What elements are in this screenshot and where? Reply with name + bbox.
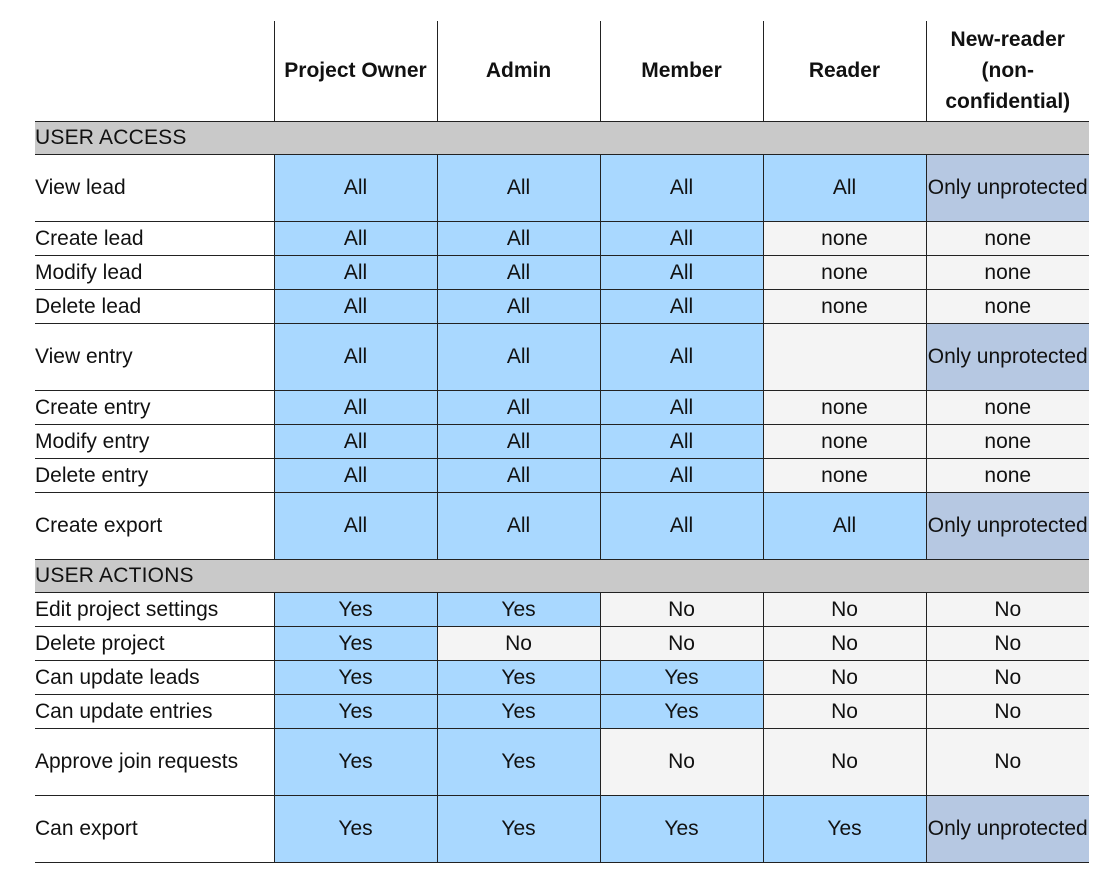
permission-cell: All — [600, 424, 763, 458]
permission-cell: All — [274, 424, 437, 458]
permission-cell: No — [926, 592, 1089, 626]
permission-cell: All — [437, 390, 600, 424]
header-row — [35, 21, 1089, 121]
permission-cell: Yes — [600, 694, 763, 728]
permission-cell: Only unprotected — [926, 154, 1089, 221]
permission-cell: Yes — [274, 626, 437, 660]
permission-cell: none — [926, 289, 1089, 323]
permission-cell: All — [600, 390, 763, 424]
permission-cell: All — [437, 492, 600, 559]
permission-cell: All — [600, 154, 763, 221]
table-body — [35, 121, 1089, 862]
permission-cell: No — [437, 626, 600, 660]
permission-cell: Yes — [274, 694, 437, 728]
permission-cell: none — [926, 255, 1089, 289]
permission-cell: Yes — [274, 795, 437, 862]
section-header-row — [35, 559, 1089, 592]
permission-cell: All — [274, 221, 437, 255]
table-row — [35, 289, 1089, 323]
table-row — [35, 492, 1089, 559]
permission-cell: No — [600, 626, 763, 660]
permission-cell: All — [763, 154, 926, 221]
row-label: Create export — [35, 492, 274, 559]
permission-cell: All — [600, 255, 763, 289]
row-label: Edit project settings — [35, 592, 274, 626]
permission-cell: Yes — [437, 795, 600, 862]
permission-cell: Yes — [600, 660, 763, 694]
row-label: Modify lead — [35, 255, 274, 289]
section-header-row — [35, 121, 1089, 154]
row-label: Create lead — [35, 221, 274, 255]
permission-cell: No — [763, 728, 926, 795]
permissions-table — [35, 21, 1089, 863]
permission-cell: All — [437, 458, 600, 492]
permission-cell: All — [600, 221, 763, 255]
permission-cell: All — [437, 154, 600, 221]
permission-cell: All — [437, 424, 600, 458]
table-row — [35, 660, 1089, 694]
permission-cell: none — [763, 424, 926, 458]
permission-cell: Yes — [437, 694, 600, 728]
row-label: View entry — [35, 323, 274, 390]
permission-cell: No — [600, 592, 763, 626]
permission-cell: No — [600, 728, 763, 795]
permission-cell: none — [763, 289, 926, 323]
permission-cell: none — [763, 255, 926, 289]
permission-cell: none — [926, 390, 1089, 424]
permission-cell: No — [763, 626, 926, 660]
permission-cell: Yes — [274, 592, 437, 626]
section-title: USER ACCESS — [35, 121, 1089, 154]
permission-cell: none — [926, 221, 1089, 255]
row-label: Delete entry — [35, 458, 274, 492]
permission-cell: Yes — [600, 795, 763, 862]
row-label: Can update entries — [35, 694, 274, 728]
row-label: Delete lead — [35, 289, 274, 323]
row-label: Can update leads — [35, 660, 274, 694]
table-row — [35, 154, 1089, 221]
row-label: Modify entry — [35, 424, 274, 458]
table-row — [35, 424, 1089, 458]
permission-cell: none — [763, 390, 926, 424]
table-row — [35, 458, 1089, 492]
permission-cell: Only unprotected — [926, 795, 1089, 862]
row-label: Can export — [35, 795, 274, 862]
section-title: USER ACTIONS — [35, 559, 1089, 592]
permission-cell: Only unprotected — [926, 492, 1089, 559]
permission-cell: All — [600, 492, 763, 559]
permission-cell: none — [926, 458, 1089, 492]
permission-cell: All — [763, 492, 926, 559]
row-label: Create entry — [35, 390, 274, 424]
permission-cell: All — [600, 289, 763, 323]
permission-cell: Yes — [763, 795, 926, 862]
col-header-project-owner: Project Owner — [274, 21, 437, 121]
permission-cell: All — [274, 458, 437, 492]
permission-cell: All — [437, 323, 600, 390]
permission-cell: No — [926, 660, 1089, 694]
table-row — [35, 592, 1089, 626]
permission-cell: Yes — [437, 728, 600, 795]
permission-cell: All — [274, 154, 437, 221]
permission-cell: none — [763, 221, 926, 255]
permission-cell: All — [437, 289, 600, 323]
table-row — [35, 694, 1089, 728]
permission-cell: All — [437, 221, 600, 255]
col-header-member: Member — [600, 21, 763, 121]
col-header-admin: Admin — [437, 21, 600, 121]
permission-cell: All — [274, 323, 437, 390]
permission-cell: All — [274, 390, 437, 424]
permission-cell: Yes — [274, 728, 437, 795]
permission-cell: No — [763, 592, 926, 626]
row-label: View lead — [35, 154, 274, 221]
table-row — [35, 626, 1089, 660]
permission-cell: none — [926, 424, 1089, 458]
permission-cell: Only unprotected — [926, 323, 1089, 390]
col-header-new-reader: New-reader (non-confidential) — [926, 21, 1089, 121]
permission-cell: No — [763, 660, 926, 694]
table-row — [35, 795, 1089, 862]
permission-cell: No — [763, 694, 926, 728]
permission-cell: All — [600, 323, 763, 390]
col-header-reader: Reader — [763, 21, 926, 121]
permission-cell: All — [437, 255, 600, 289]
permission-cell: Yes — [274, 660, 437, 694]
row-label: Approve join requests — [35, 728, 274, 795]
permission-cell: none — [763, 458, 926, 492]
table-row — [35, 728, 1089, 795]
permission-cell: All — [274, 492, 437, 559]
permission-cell — [763, 323, 926, 390]
permission-cell: No — [926, 728, 1089, 795]
table-row — [35, 221, 1089, 255]
header-corner — [35, 21, 274, 121]
permission-cell: All — [274, 289, 437, 323]
row-label: Delete project — [35, 626, 274, 660]
permission-cell: All — [274, 255, 437, 289]
permission-cell: No — [926, 694, 1089, 728]
permission-cell: Yes — [437, 660, 600, 694]
permission-cell: Yes — [437, 592, 600, 626]
permission-cell: No — [926, 626, 1089, 660]
table-row — [35, 255, 1089, 289]
table-row — [35, 390, 1089, 424]
table-row — [35, 323, 1089, 390]
permission-cell: All — [600, 458, 763, 492]
